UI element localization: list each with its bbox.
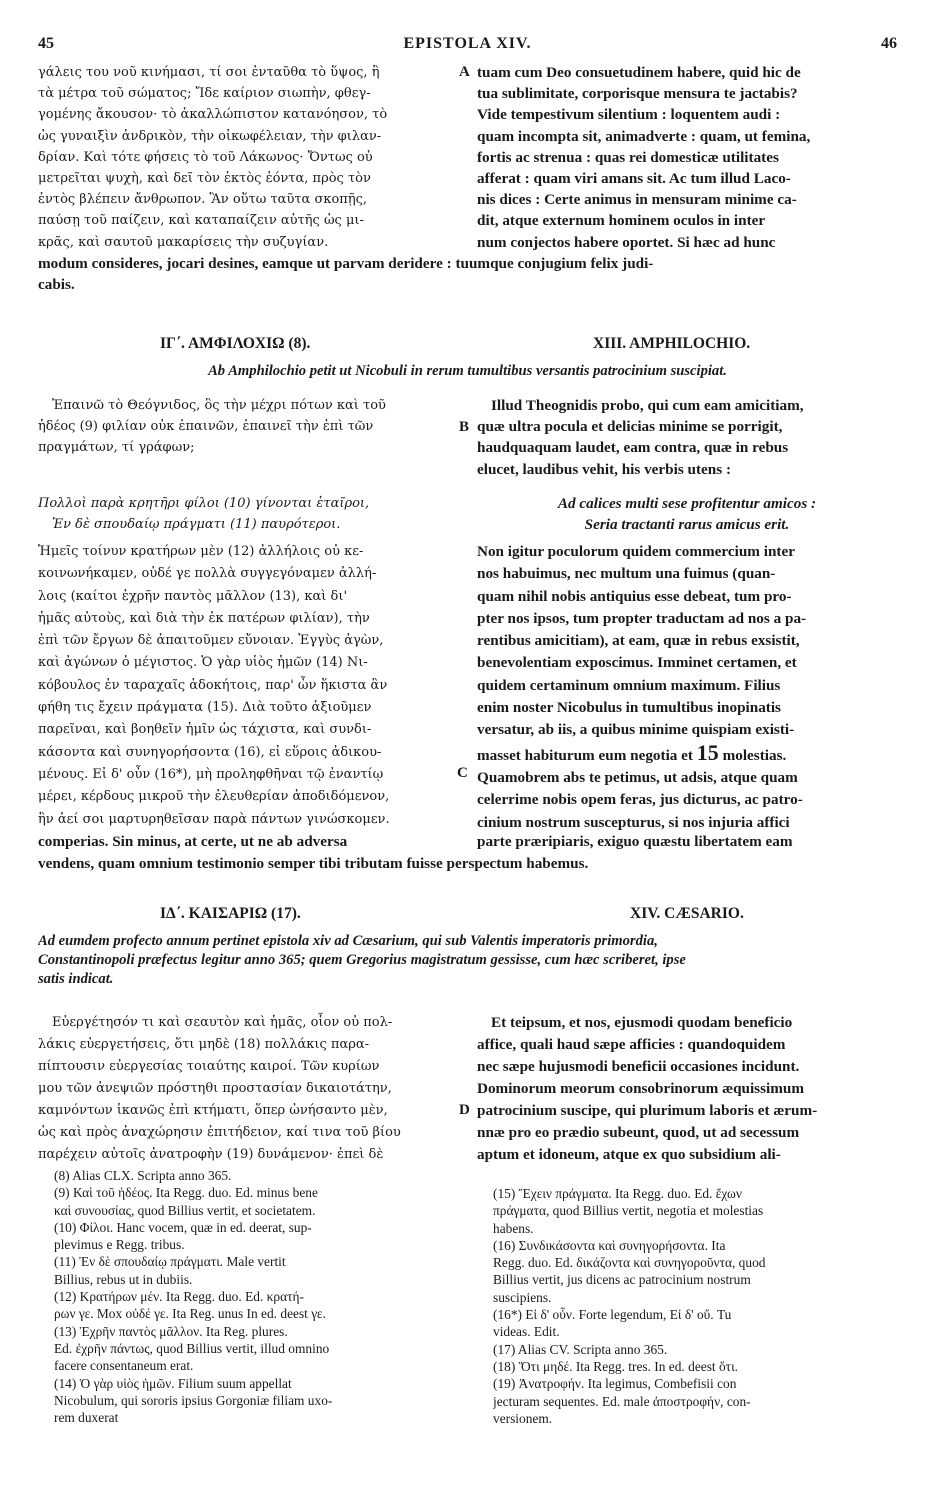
- text-line: κάσοντα καὶ συνηγορήσοντα (16), εἰ εὕροις ἀδικου-: [38, 744, 382, 760]
- text-fragment: masset habiturum eum negotia et: [477, 746, 693, 764]
- greek-body-14: [38, 1012, 456, 1166]
- footnote-line: jecturam sequentes. Ed. male ἀποστροφήν, con-: [493, 1393, 751, 1409]
- text-line: ἣν ἀεί σοι μαρτυρηθεῖσαν παρὰ πάντων γινώσκομεν.: [38, 811, 390, 827]
- text-line: ὡς καὶ πρὸς ἀναχώρησιν ἐπιτήδειον, καί τινα τοῦ βίου: [38, 1125, 401, 1140]
- text-line: nis dices : Certe animus in mensuram minime ca-: [477, 191, 797, 209]
- footnote-line: (15) Ἔχειν πράγματα. Ita Regg. duo. Ed. ἔχων: [493, 1186, 742, 1201]
- text-line: παρέχειν αὐτοῖς ἀνατροφὴν (19) δυνάμενον· ἐπεὶ δὲ: [38, 1147, 384, 1162]
- text-line: cabis.: [38, 276, 75, 294]
- wide-continuation: [38, 253, 898, 295]
- text-line: celerrime nobis opem feras, jus dicturus, ac patro-: [477, 791, 803, 809]
- footnote-line: (18) Ὅτι μηδέ. Ita Regg. tres. In ed. deest ὅτι.: [493, 1358, 739, 1374]
- text-line: κοινωνήκαμεν, οὐδέ γε πολλὰ συγγεγόναμεν ἀλλή-: [38, 566, 377, 582]
- subtitle-line: Ad eumdem profecto annum pertinet epistola xiv ad Cæsarium, qui sub Valentis imperatoris primordia,: [38, 933, 658, 949]
- text-line: modum consideres, jocari desines, eamque ut parvam deridere : tuumque conjugium felix judi-: [38, 255, 654, 272]
- verse-line: Seria tractanti rarus amicus erit.: [584, 516, 790, 534]
- latin-tail-left: [38, 831, 456, 853]
- text-line: nos habuimus, nec multum una fuimus (quan-: [477, 565, 776, 583]
- text-line: ἐπὶ τῶν ἔργων δὲ ἀπαιτοῦμεν εὔνοιαν. Ἐγγὺς ἀγὼν,: [38, 633, 384, 649]
- text-line: παύσῃ τοῦ παίζειν, καὶ καταπαίζειν αὐτῆς ὡς μι-: [38, 213, 364, 229]
- text-line: πίπτουσιν εὐεργεσίας τοιαύτης καιροί. Τῶν κυρίων: [38, 1059, 380, 1074]
- text-line: Non igitur poculorum quidem commercium inter: [477, 543, 795, 560]
- latin-body-14: [477, 1012, 897, 1166]
- text-line: παρεῖναι, καὶ βοηθεῖν ἡμῖν ὡς τάχιστα, καὶ συνδι-: [38, 722, 372, 738]
- text-line: πραγμάτων, τί γράφων;: [38, 440, 195, 456]
- text-line: γάλεις του νοῦ κινήμασι, τί σοι ἐνταῦθα τὸ ὕψος, ἢ: [38, 65, 380, 80]
- text-line: quam incompta sit, animadverte : quam, ut femina,: [477, 127, 811, 145]
- text-line: λοις (καίτοι ἐχρῆν παντὸς μᾶλλον (13), καὶ δι': [38, 588, 348, 604]
- margin-marker-d: D: [459, 1102, 470, 1118]
- footnotes-left: [54, 1167, 454, 1426]
- text-line: nec sæpe hujusmodi beneficii occasiones incidunt.: [477, 1058, 800, 1075]
- latin-tail-wide: [38, 853, 898, 875]
- verse-line: Ad calices multi sese profitentur amicos :: [557, 495, 817, 512]
- footnote-line: Billius vertit, jus dicens ac patrocinium nostrum: [493, 1272, 751, 1288]
- latin-heading-14: XIV. CÆSARIO.: [630, 905, 744, 922]
- text-line: Illud Theognidis probo, qui cum eam amicitiam,: [491, 397, 804, 414]
- text-line: nnæ pro eo prædio subeunt, quod, ut ad secessum: [477, 1124, 800, 1141]
- footnote-line: πράγματα, quod Billius vertit, negotia et molestias: [493, 1203, 764, 1219]
- text-line: μετρεῖται ψυχὴ, καὶ δεῖ τὸν ἐκτὸς ἐόντα, πρὸς τὸν: [38, 171, 371, 187]
- text-line: pter nos ipsos, tum propter traductam ad nos a pa-: [477, 609, 807, 627]
- text-line: μέρει, κέρδους μικροῦ τὴν ἐλευθερίαν ἀποδιδόμενον,: [38, 789, 390, 805]
- footnote-line: (11) Ἐν δὲ σπουδαίῳ πράγματι. Male vertit: [54, 1254, 286, 1270]
- footnote-line: (19) Ἀνατροφήν. Ita legimus, Combefisii con: [493, 1376, 737, 1392]
- text-line: enim noster Nicobulus in tumultibus inopinatis: [477, 699, 781, 717]
- text-line: κόβουλος ἐν ταραχαῖς ἀδοκήτοις, παρ' ὧν ἥκιστα ἂν: [38, 677, 388, 693]
- footnote-line: (13) Ἐχρῆν παντὸς μᾶλλον. Ita Reg. plures.: [54, 1323, 288, 1339]
- footnote-line: (9) Καὶ τοῦ ἡδέος. Ita Regg. duo. Ed. minus bene: [54, 1185, 318, 1201]
- subtitle-13: [38, 362, 897, 381]
- footnote-line: plevimus e Regg. tribus.: [54, 1237, 185, 1253]
- text-line: tua sublimitate, corporisque mensura te jactabis?: [477, 85, 798, 103]
- footnote-line: rem duxerat: [54, 1410, 119, 1426]
- page-number-right: 46: [881, 35, 897, 52]
- text-line: Dominorum meorum consobrinorum æquissimum: [477, 1080, 804, 1097]
- text-line: μένους. Εἰ δ' οὖν (16*), μὴ προληφθῆναι τῷ ἐναντίῳ: [38, 766, 384, 782]
- footnote-line: Nicobulum, qui sororis ipsius Gorgoniæ filiam uxo-: [54, 1392, 333, 1408]
- text-line: γομένης ἄκουσον· τὸ ἀκαλλώπιστον κατανόησον, τὸ: [38, 107, 388, 123]
- margin-marker-c: C: [457, 765, 468, 781]
- text-line: elucet, laudibus vehit, his verbis utens :: [477, 460, 731, 478]
- text-line: quidem certaminum omnium maximum. Filius: [477, 676, 781, 694]
- text-line: κρᾶς, καὶ σαυτοῦ μακαρίσεις τὴν συζυγίαν.: [38, 234, 329, 250]
- greek-intro-13: [38, 395, 456, 459]
- footnote-line: suscipiens.: [493, 1289, 552, 1305]
- latin-continuation: [477, 62, 897, 253]
- footnote-line: (10) Φίλοι. Hanc vocem, quæ in ed. deerat, sup-: [54, 1219, 312, 1235]
- footnote-line: καὶ συνουσίας, quod Billius vertit, et societatem.: [54, 1202, 316, 1218]
- text-line: afferat : quam viri amans sit. Ac tum illud Laco-: [477, 170, 791, 188]
- text-line: φήθη τις ἔχειν πράγματα (15). Διὰ τοῦτο ἀξιοῦμεν: [38, 700, 372, 716]
- footnote-line: (16*) Εἰ δ' οὖν. Forte legendum, Εἰ δ' οὔ. Tu: [493, 1307, 732, 1323]
- text-line: aptum et idoneum, atque ex quo subsidium ali-: [477, 1146, 781, 1163]
- text-line: fortis ac strenua : quas rei domesticæ utilitates: [477, 148, 779, 166]
- margin-marker-b: B: [459, 419, 470, 435]
- text-line: Εὐεργέτησόν τι καὶ σεαυτὸν καὶ ἡμᾶς, οἷον οὐ πολ-: [52, 1015, 393, 1030]
- text-line: καμνόντων ἱκανῶς ἐπὶ κτήματι, ὅπερ ὠνήσαντο μὲν,: [38, 1103, 388, 1118]
- text-line: versatur, ab iis, a quibus minime quispiam existi-: [477, 721, 795, 739]
- greek-heading-14: ΙΔ΄. ΚΑΙΣΑΡΙΩ (17).: [160, 905, 301, 922]
- text-line: quæ ultra pocula et delicias minime se porrigit,: [477, 418, 783, 436]
- text-line: num conjectos habere oportet. Si hæc ad hunc: [477, 233, 776, 251]
- text-line: ἐντὸς βλέπειν ἄνθρωπον. Ἂν οὕτω ταῦτα σκοπῇς,: [38, 192, 368, 208]
- footnote-line: (16) Συνδικάσοντα καὶ συνηγορήσοντα. Ita: [493, 1237, 726, 1253]
- footnote-line: (17) Alias CV. Scripta anno 365.: [493, 1341, 668, 1357]
- greek-verse: [38, 493, 456, 535]
- footnote-line: Ed. ἐχρῆν πάντως, quod Billius vertit, illud omnino: [54, 1340, 330, 1356]
- footnote-line: habens.: [493, 1220, 534, 1236]
- text-line: [477, 742, 897, 767]
- subtitle-14: [38, 932, 897, 989]
- footnote-line: (8) Alias CLX. Scripta anno 365.: [54, 1168, 232, 1183]
- text-line: δρίαν. Καὶ τότε φήσεις τὸ τοῦ Λάκωνος· Ὄντως οὐ: [38, 149, 373, 165]
- latin-heading-13: XIII. AMPHILOCHIO.: [593, 335, 751, 352]
- text-line: tuam cum Deo consuetudinem habere, quid hic de: [477, 64, 801, 81]
- text-line: μου τῶν ἀνεψιῶν πρόστηθι προστασίαν δικαιοτάτην,: [38, 1081, 392, 1096]
- latin-body-13: [477, 541, 897, 834]
- margin-marker-a: A: [459, 64, 470, 80]
- subtitle-line: Constantinopoli præfectus legitur anno 365; quem Gregorius magistratum gessisse, cum hæc scriberet, ipse: [38, 952, 686, 968]
- text-line: parte præripiaris, exiguo quæstu libertatem eam: [477, 833, 793, 850]
- text-line: cinium nostrum suscepturus, si nos injuria affici: [477, 813, 790, 831]
- greek-heading-13: ΙΓ΄. ΑΜΦΙΛΟΧΙΩ (8).: [160, 335, 311, 352]
- verse-line: Ἐν δὲ σπουδαίῳ πράγματι (11) παυρότεροι.: [52, 517, 341, 533]
- latin-intro-13: [477, 395, 897, 480]
- footnote-line: (12) Κρατήρων μέν. Ita Regg. duo. Ed. κρατή-: [54, 1289, 304, 1305]
- text-line: ἡδέος (9) φιλίαν οὐκ ἐπαινῶν, ἐπαινεῖ τὴν ἐπὶ τῶν: [38, 419, 374, 435]
- footnote-line: (14) Ὁ γὰρ υἱὸς ἡμῶν. Filium suum appellat: [54, 1375, 292, 1391]
- text-line: dit, atque externum hominem oculos in inter: [477, 212, 766, 230]
- greek-body-13: [38, 541, 456, 831]
- text-line: rentibus amicitiam), at eam, quæ in rebus exsistit,: [477, 632, 800, 650]
- subtitle-line: Ab Amphilochio petit ut Nicobuli in rerum tumultibus versantis patrocinium suscipiat.: [208, 363, 727, 379]
- footnote-line: ρων γε. Mox οὐδέ γε. Ita Reg. unus In ed. deest γε.: [54, 1306, 326, 1322]
- latin-tail-right: [477, 831, 897, 853]
- text-line: quam nihil nobis antiquius esse debeat, tum pro-: [477, 587, 792, 605]
- footnotes-right: [493, 1185, 897, 1427]
- running-title: EPISTOLA XIV.: [403, 35, 532, 52]
- text-fragment: molestias.: [722, 746, 787, 764]
- text-line: Ἐπαινῶ τὸ Θεόγνιδος, ὃς τὴν μέχρι πότων καὶ τοῦ: [52, 398, 386, 413]
- inline-page-number: 15: [696, 741, 719, 765]
- verse-line: Πολλοὶ παρὰ κρητῆρι φίλοι (10) γίνονται ἑταῖροι,: [38, 496, 370, 511]
- text-line: Et teipsum, et nos, ejusmodi quodam beneficio: [491, 1014, 793, 1031]
- text-line: comperias. Sin minus, at certe, ut ne ab adversa: [38, 833, 348, 850]
- text-line: patrocinium suscipe, qui plurimum laboris et ærum-: [477, 1102, 818, 1119]
- text-line: καὶ ἀγώνων ὁ μέγιστος. Ὁ γὰρ υἱὸς ἡμῶν (14) Νι-: [38, 655, 368, 671]
- text-line: ἡμᾶς αὐτοὺς, καὶ διὰ τὴν ἐκ πατέρων φιλίαν), τὴν: [38, 610, 370, 626]
- footnote-line: versionem.: [493, 1410, 553, 1426]
- footnote-line: Regg. duo. Ed. δικάζοντα καὶ συνηγοροῦντα, quod: [493, 1255, 766, 1271]
- text-line: Vide tempestivum silentium : loquentem audi :: [477, 106, 781, 124]
- greek-continuation: [38, 62, 456, 253]
- text-line: ὡς γυναιξὶν ἀνδρικὸν, τὴν οἰκωφέλειαν, τὴν φιλαν-: [38, 128, 382, 144]
- running-header: [38, 35, 897, 57]
- footnote-line: facere consentaneum erat.: [54, 1358, 194, 1374]
- footnote-line: Billius, rebus ut in dubiis.: [54, 1271, 193, 1287]
- text-line: τὰ μέτρα τοῦ σώματος; Ἴδε καίριον σιωπὴν, φθεγ-: [38, 86, 371, 102]
- footnote-line: videas. Edit.: [493, 1324, 560, 1340]
- text-line: affice, quali haud sæpe afficies : quandoquidem: [477, 1036, 786, 1053]
- subtitle-line: satis indicat.: [38, 971, 114, 987]
- latin-verse: [477, 493, 897, 535]
- text-line: Ἡμεῖς τοίνυν κρατήρων μὲν (12) ἀλλήλοις οὐ κε-: [38, 544, 364, 559]
- text-line: benevolentiam exposcimus. Imminet certamen, et: [477, 654, 797, 672]
- text-line: Quamobrem abs te petimus, ut adsis, atque quam: [477, 768, 798, 786]
- text-line: λάκις εὐεργετήσεις, ὅτι μηδὲ (18) πολλάκις παρα-: [38, 1037, 370, 1052]
- page-number-left: 45: [38, 35, 54, 52]
- text-line: vendens, quam omnium testimonio semper tibi tributam fuisse perspectum habemus.: [38, 855, 589, 872]
- text-line: haudquaquam laudet, eam contra, quæ in rebus: [477, 439, 789, 457]
